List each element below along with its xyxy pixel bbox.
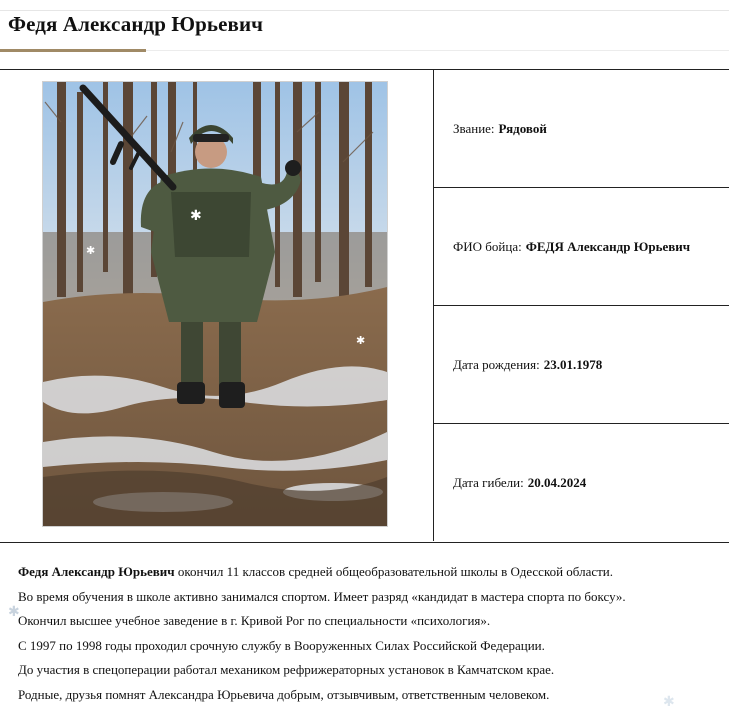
soldier-photo: [42, 81, 388, 527]
info-table: [0, 69, 729, 543]
field-birth-date-value: 23.01.1978: [543, 356, 603, 372]
field-full-name-value: ФЕДЯ Александр Юрьевич: [525, 238, 691, 254]
field-death-date-value: 20.04.2024: [527, 475, 587, 490]
bio-name: Федя Александр Юрьевич: [18, 564, 175, 579]
field-death-date: [434, 424, 729, 542]
field-birth-date-label: Дата рождения:: [453, 356, 540, 372]
field-rank: [434, 70, 729, 188]
snowflake-icon: ✱: [86, 244, 96, 257]
bio-line: С 1997 по 1998 годы проходил срочную службу в Вооруженных Силах Российской Федерации.: [18, 637, 545, 653]
bio-line-text: окончил 11 классов средней общеобразовательной школы в Одесской области.: [174, 564, 614, 579]
field-death-date-label: Дата гибели:: [453, 475, 524, 490]
snowflake-icon: ✱: [663, 694, 675, 710]
snowflake-icon: ✱: [8, 604, 20, 620]
snowflake-icon: ✱: [190, 208, 202, 224]
top-divider: [0, 10, 729, 11]
snowflake-icon: ✱: [356, 334, 366, 347]
soldier-photo-image: [43, 82, 387, 526]
page-title: Федя Александр Юрьевич: [8, 12, 264, 36]
field-birth-date: [434, 306, 729, 424]
field-full-name-label: ФИО бойца:: [453, 238, 522, 254]
field-rank-value: Рядовой: [498, 120, 547, 136]
field-list: [434, 70, 729, 541]
bio-line: Окончил высшее учебное заведение в г. Кривой Рог по специальности «психология».: [18, 613, 491, 628]
bio-line: Родные, друзья помнят Александра Юрьевича добрым, отзывчивым, ответственным человеком.: [18, 686, 550, 702]
title-accent-bar: [0, 49, 146, 52]
bio-line: [18, 560, 718, 585]
bio-line: Во время обучения в школе активно занимался спортом. Имеет разряд «кандидат в мастера спорта по боксу».: [18, 588, 626, 604]
bio-line: До участия в спецоперации работал механиком рефрижераторных установок в Камчатском крае.: [18, 662, 555, 677]
photo-cell: [0, 70, 434, 541]
field-rank-label: Звание:: [453, 120, 495, 136]
biography: [18, 560, 718, 707]
field-full-name: [434, 188, 729, 306]
